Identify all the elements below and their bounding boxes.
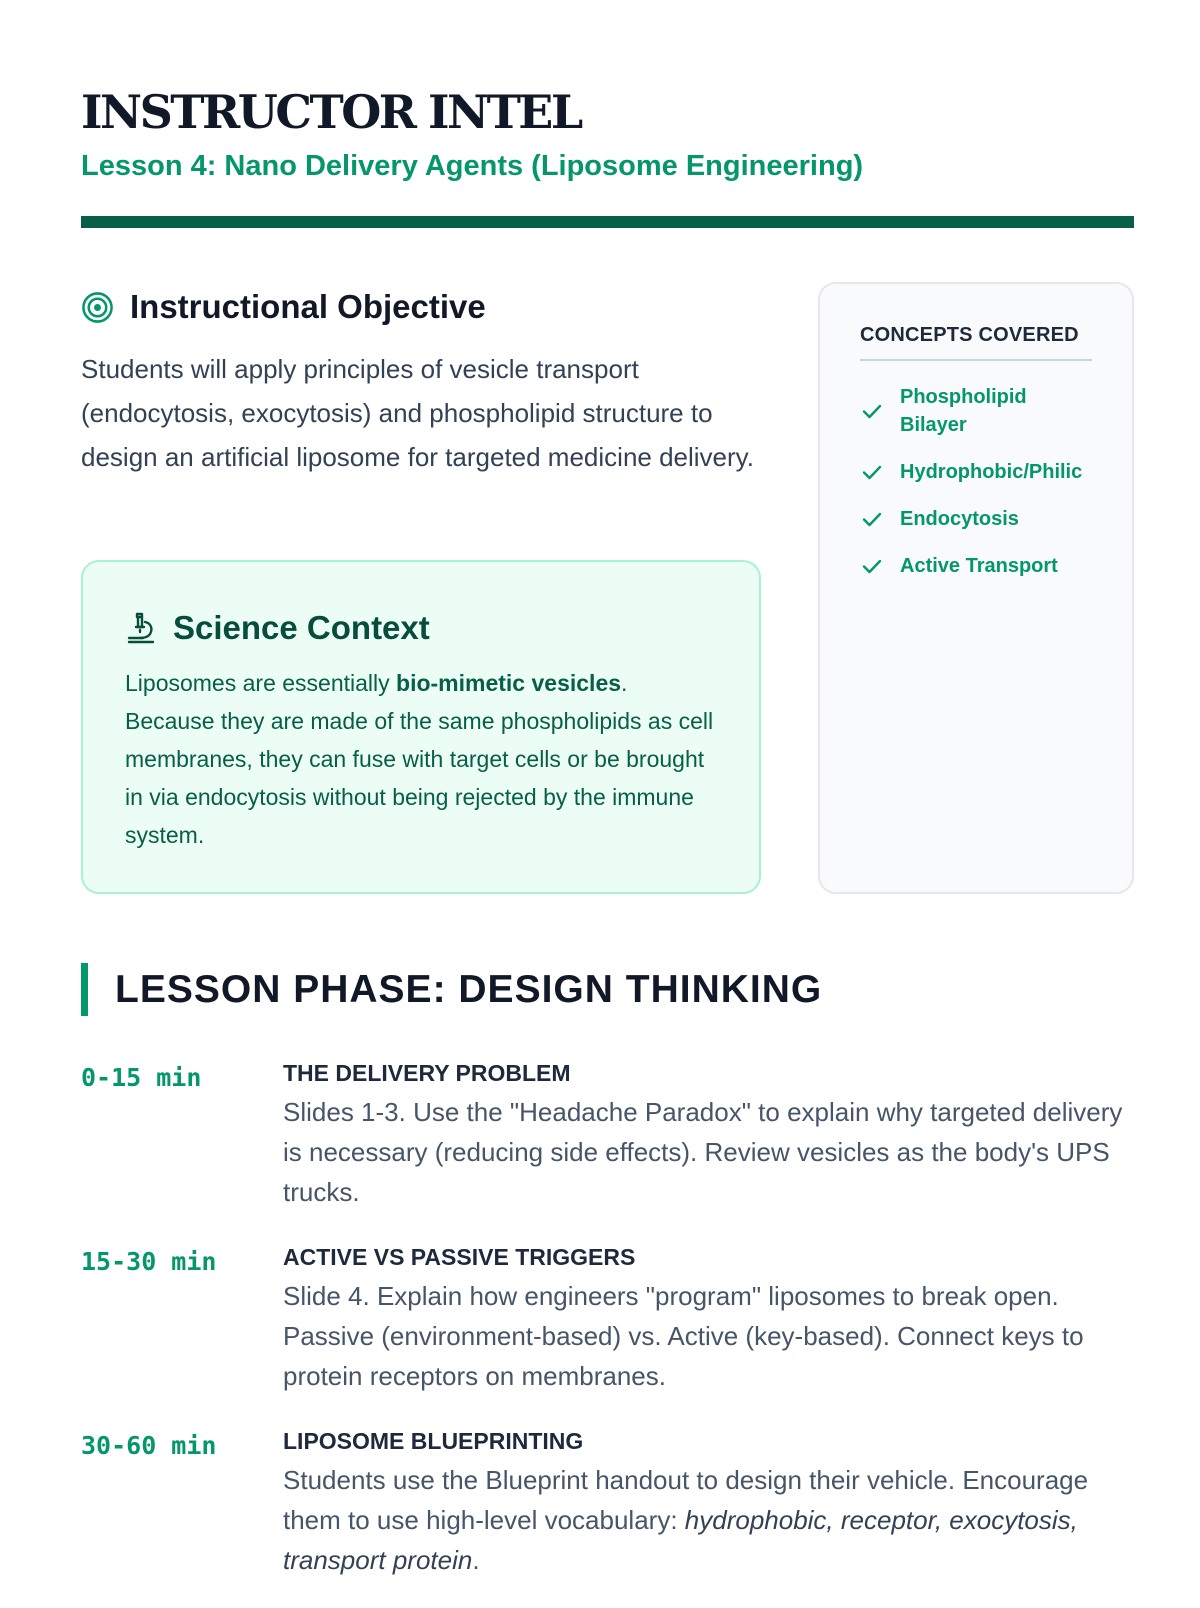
objective-text: Students will apply principles of vesicle transport (endocytosis, exocytosis) and phospholipid structure to design an artificial liposome for targeted medicine delivery. — [81, 354, 754, 472]
context-text — [125, 664, 719, 854]
step-body — [283, 1240, 1134, 1396]
phase-accent-bar — [81, 963, 88, 1016]
context-title: Science Context — [173, 609, 430, 646]
step-time: 30-60 min — [81, 1431, 217, 1460]
step-title: LIPOSOME BLUEPRINTING — [283, 1428, 584, 1454]
step-time: 0-15 min — [81, 1063, 202, 1092]
objective-title: Instructional Objective — [130, 288, 486, 325]
step-title: ACTIVE VS PASSIVE TRIGGERS — [283, 1244, 636, 1270]
context-text-part: . Because they are made of the same phospholipids as cell membranes, they can fuse with target cells or be brought in via endocytosis without being rejected by the immune system. — [125, 670, 714, 848]
concept-label: Active Transport — [900, 555, 1058, 577]
timeline-step — [81, 1424, 1134, 1580]
concept-item — [860, 458, 1092, 486]
concept-item — [860, 552, 1092, 580]
timeline-step — [81, 1240, 1134, 1396]
step-text-part: . — [472, 1545, 480, 1575]
step-title: THE DELIVERY PROBLEM — [283, 1060, 571, 1086]
instructional-objective-section — [81, 282, 761, 479]
lesson-timeline — [81, 1056, 1134, 1608]
check-icon — [860, 460, 884, 484]
concept-label: Hydrophobic/Philic — [900, 461, 1083, 483]
step-body — [283, 1056, 1134, 1212]
concepts-title: CONCEPTS COVERED — [860, 324, 1092, 361]
step-text-part: Students use the Blueprint handout to design their vehicle. Encourage them to use high-level vocabulary: — [283, 1465, 1089, 1535]
concept-item — [860, 383, 1092, 439]
context-heading — [125, 606, 719, 650]
concept-label: Endocytosis — [900, 508, 1019, 530]
phase-title: LESSON PHASE: DESIGN THINKING — [115, 968, 823, 1011]
check-icon — [860, 399, 884, 423]
microscope-icon — [125, 611, 157, 645]
context-bold-term: bio-mimetic vesicles — [396, 670, 622, 696]
header-divider — [81, 216, 1134, 228]
step-text: Slide 4. Explain how engineers "program" liposomes to break open. Passive (environment-based) vs. Active (key-based). Connect keys to protein receptors on membranes. — [283, 1281, 1084, 1391]
concept-label: Phospholipid Bilayer — [900, 386, 1027, 436]
step-text: Slides 1-3. Use the "Headache Paradox" to explain why targeted delivery is necessary (reducing side effects). Review vesicles as the body's UPS trucks. — [283, 1097, 1123, 1207]
check-icon — [860, 554, 884, 578]
step-body — [283, 1424, 1134, 1580]
lesson-subtitle: Lesson 4: Nano Delivery Agents (Liposome Engineering) — [81, 150, 864, 182]
concept-list — [860, 383, 1092, 580]
vocabulary-terms: hydrophobic, receptor, exocytosis, transport protein — [283, 1505, 1078, 1575]
step-text — [283, 1460, 1134, 1580]
lesson-phase-heading — [81, 963, 1134, 1016]
page-title: INSTRUCTOR INTEL — [81, 85, 581, 139]
target-icon — [81, 291, 114, 324]
objective-heading — [81, 282, 761, 332]
timeline-step — [81, 1056, 1134, 1212]
concept-item — [860, 505, 1092, 533]
step-time: 15-30 min — [81, 1247, 217, 1276]
context-text-part: Liposomes are essentially — [125, 670, 397, 696]
science-context-card — [81, 560, 761, 894]
concepts-covered-panel — [818, 282, 1134, 894]
check-icon — [860, 507, 884, 531]
